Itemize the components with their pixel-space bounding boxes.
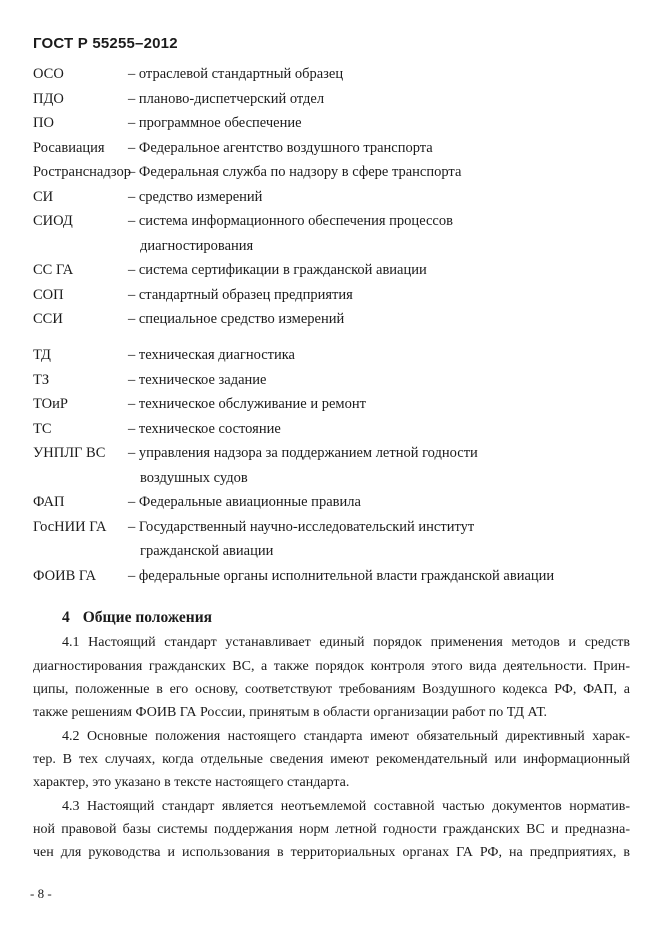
abbreviation-list [33, 62, 633, 588]
definition-line: – Федеральная служба по надзору в сфере транспорта [128, 164, 462, 181]
definition-line: – специальное средство измерений [128, 311, 345, 328]
abbreviation-term: ПДО [33, 90, 64, 107]
abbreviation-row [33, 490, 633, 515]
definition-line: – техническая диагностика [128, 347, 295, 364]
definition-line: – Государственный научно-исследовательский институт [128, 518, 475, 535]
abbreviation-definition [128, 111, 633, 136]
paragraph [33, 631, 630, 724]
abbreviation-definition [128, 343, 633, 368]
abbreviation-row [33, 307, 633, 332]
abbreviation-definition [128, 185, 633, 210]
definition-line: – Федеральное агентство воздушного транспорта [128, 139, 433, 156]
abbreviation-row [33, 87, 633, 112]
abbreviation-term: ССИ [33, 311, 63, 328]
abbreviation-term: ПО [33, 115, 54, 132]
abbreviation-row [33, 283, 633, 308]
section-paragraphs [33, 631, 630, 864]
abbreviation-row [33, 258, 633, 283]
definition-line: – система информационного обеспечения процессов [128, 213, 453, 230]
definition-line: – программное обеспечение [128, 115, 302, 132]
abbreviation-term: СИ [33, 188, 54, 205]
paragraph-line: 4.2 Основные положения настоящего стандарта имеют обязательный директивный харак- [62, 728, 630, 744]
abbreviation-term: ФОИВ ГА [33, 567, 97, 584]
paragraph-line: ной правовой базы системы поддержания норм летной годности гражданских ВС и предназна- [33, 821, 630, 837]
definition-line: – Федеральные авиационные правила [128, 494, 361, 511]
abbreviation-definition [128, 441, 633, 490]
definition-line: – стандартный образец предприятия [128, 286, 353, 303]
paragraph-line: ципы, положенные в его основу, соответствуют требованиям Воздушного кодекса РФ, ФАП, а [33, 682, 630, 698]
abbreviation-definition [128, 62, 633, 87]
abbreviation-definition [128, 283, 633, 308]
definition-line: – система сертификации в гражданской авиации [128, 262, 427, 279]
abbreviation-row [33, 136, 633, 161]
page-number: - 8 - [30, 886, 52, 901]
definition-line: воздушных судов [140, 469, 248, 486]
section-heading [62, 608, 630, 628]
abbreviation-term: ТЗ [33, 371, 50, 388]
abbreviation-term: ТС [33, 420, 52, 437]
abbreviation-definition [128, 490, 633, 515]
abbreviation-definition [128, 136, 633, 161]
paragraph-line: диагностирования гражданских ВС, а также порядок контроля этого вида деятельности. Прин- [33, 658, 630, 674]
paragraph-line: 4.1 Настоящий стандарт устанавливает единый порядок применения методов и средств [62, 635, 630, 651]
abbreviation-term: ФАП [33, 494, 65, 511]
abbreviation-term: СИОД [33, 213, 73, 230]
abbreviation-term: ТОиР [33, 396, 68, 413]
abbreviation-row [33, 417, 633, 442]
paragraph-line: также решениям ФОИВ ГА России, принятым в области организации работ по ТД АТ. [33, 705, 548, 721]
abbreviation-term: ТД [33, 347, 51, 364]
abbreviation-definition [128, 417, 633, 442]
section-number: 4 [62, 609, 70, 627]
paragraph-line: характер, это указано в тексте настоящего стандарта. [33, 775, 350, 791]
abbreviation-term: СС ГА [33, 262, 74, 279]
abbreviation-definition [128, 160, 633, 185]
definition-line: диагностирования [140, 237, 254, 254]
definition-line: – средство измерений [128, 188, 263, 205]
abbreviation-row [33, 160, 633, 185]
paragraph-line: тер. В тех случаях, когда отдельные сведения имеют рекомендательный или информационный [33, 751, 630, 767]
paragraph [33, 795, 630, 865]
paragraph [33, 725, 630, 795]
paragraph-line: 4.3 Настоящий стандарт является неотъемлемой составной частью документов норматив- [62, 798, 630, 814]
abbreviation-row [33, 111, 633, 136]
abbreviation-row [33, 392, 633, 417]
abbreviation-definition [128, 564, 633, 589]
abbreviation-row [33, 564, 633, 589]
definition-line: – планово-диспетчерский отдел [128, 90, 325, 107]
abbreviation-row [33, 441, 633, 490]
abbreviation-row [33, 209, 633, 258]
abbreviation-term: УНПЛГ ВС [33, 445, 106, 462]
paragraph-line: чен для руководства и использования в территориальных органах ГА РФ, на предприятиях, в [33, 845, 630, 861]
abbreviation-term: ОСО [33, 66, 64, 82]
document-title: ГОСТ Р 55255–2012 [33, 35, 178, 52]
abbreviation-definition [128, 368, 633, 393]
definition-line: – отраслевой стандартный образец [128, 66, 344, 82]
abbreviation-row [33, 368, 633, 393]
definition-line: – техническое задание [128, 371, 267, 388]
abbreviation-term: Ространснадзор [33, 164, 132, 181]
abbreviation-term: Росавиация [33, 139, 105, 156]
abbreviation-definition [128, 258, 633, 283]
abbreviation-row [33, 62, 633, 87]
abbreviation-row [33, 185, 633, 210]
definition-line: гражданской авиации [140, 543, 274, 560]
definition-line: – техническое состояние [128, 420, 281, 437]
abbreviation-definition [128, 515, 633, 564]
definition-line: – управления надзора за поддержанием летной годности [128, 445, 478, 462]
section-title: Общие положения [82, 609, 213, 627]
abbreviation-definition [128, 87, 633, 112]
abbreviation-row [33, 515, 633, 564]
abbreviation-definition [128, 307, 633, 332]
abbreviation-term: СОП [33, 286, 64, 303]
abbreviation-definition [128, 209, 633, 258]
abbreviation-term: ГосНИИ ГА [33, 518, 107, 535]
definition-line: – техническое обслуживание и ремонт [128, 396, 366, 413]
definition-line: – федеральные органы исполнительной власти гражданской авиации [128, 567, 555, 584]
abbreviation-row [33, 343, 633, 368]
abbreviation-definition [128, 392, 633, 417]
